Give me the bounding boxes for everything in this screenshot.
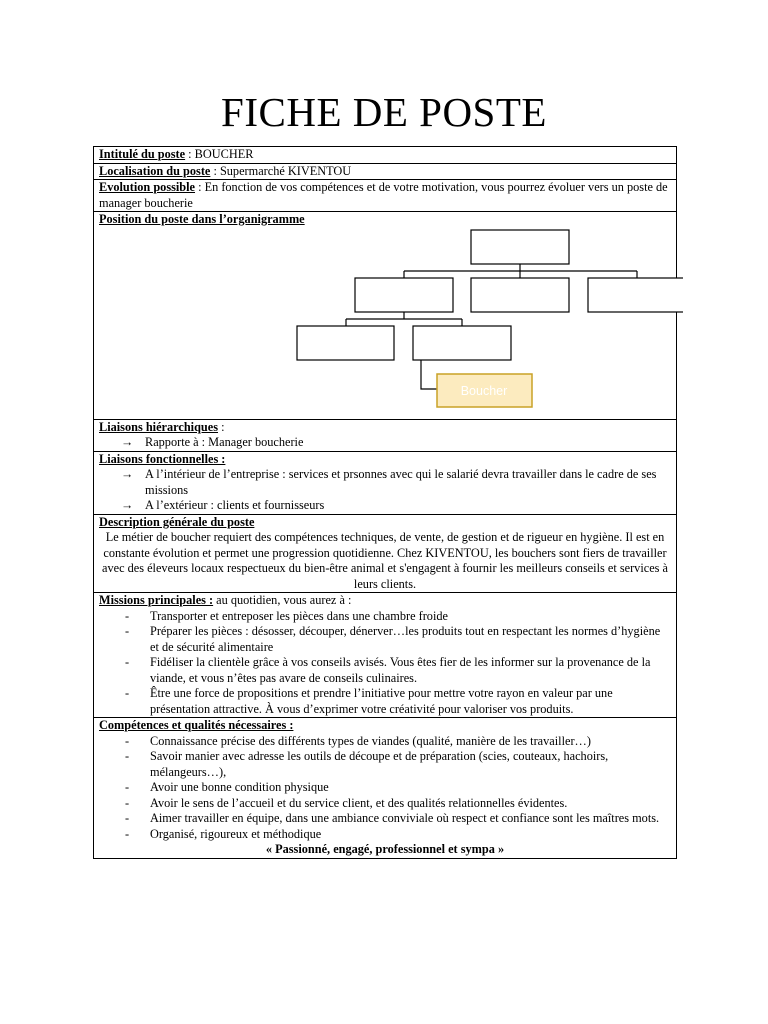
list-item: → Rapporte à : Manager boucherie <box>121 435 304 449</box>
list-item: - Organisé, rigoureux et méthodique <box>125 826 322 841</box>
description-label: Description générale du poste <box>99 514 255 529</box>
intitule-value: : BOUCHER <box>185 147 254 161</box>
dash-bullet: - <box>125 624 130 638</box>
organigramme <box>99 228 671 419</box>
row-intitule <box>94 147 677 164</box>
liaisons-fonc-label: Liaisons fonctionnelles : <box>99 451 226 466</box>
dash-bullet: - <box>125 749 130 763</box>
row-localisation <box>94 163 677 180</box>
description-text: Le métier de boucher requiert des compétences techniques, de vente, de gestion et de rigueur en hygiène. Il est en constante évolution et permet une progression quotidienne. Chez KIVENTOU, les bouchers sont fiers de travailler avec des éleveurs locaux respectueux du bien-être animal et s'engagent à fournir les meilleurs conseils et services à leurs clients. <box>102 530 668 591</box>
liaisons-fonc-list <box>99 467 671 514</box>
row-competences <box>94 718 677 859</box>
dash-bullet: - <box>125 795 130 810</box>
org-connector-boucher <box>421 360 437 389</box>
list-item: - Savoir manier avec adresse les outils de découpe et de préparation (scies, couteaux, hachoirs, mélangeurs…), <box>125 749 609 779</box>
liaisons-hier-list <box>99 435 671 451</box>
slogan: « Passionné, engagé, professionnel et sympa » <box>265 842 505 856</box>
intitule-label: Intitulé du poste <box>99 147 186 161</box>
org-box-mid-3 <box>588 278 683 312</box>
org-box-mid-1 <box>355 278 453 312</box>
org-box-top <box>471 230 569 264</box>
missions-intro: au quotidien, vous aurez à : <box>213 593 352 607</box>
organigramme-label: Position du poste dans l’organigramme <box>99 212 305 226</box>
localisation-label: Localisation du poste <box>99 163 211 178</box>
dash-bullet: - <box>125 780 130 794</box>
liaisons-hier-label: Liaisons hiérarchiques <box>99 419 219 434</box>
list-item: - Avoir le sens de l’accueil et du service client, et des qualités relationnelles évidentes. <box>125 795 568 810</box>
missions-label: Missions principales : <box>99 593 214 607</box>
arrow-icon: → <box>121 498 134 512</box>
row-liaisons-fonctionnelles <box>94 451 677 514</box>
row-description <box>94 514 677 593</box>
list-item: - Préparer les pièces : désosser, découper, dénerver…les produits tout en respectant les normes d’hygiène et de sécurité alimentaire <box>125 624 661 654</box>
row-evolution <box>94 180 677 212</box>
list-item: → A l’extérieur : clients et fournisseurs <box>121 498 325 512</box>
dash-bullet: - <box>125 686 130 700</box>
dash-bullet: - <box>125 811 130 825</box>
dash-bullet: - <box>125 826 130 841</box>
competences-list <box>99 734 671 843</box>
list-item: - Transporter et entreposer les pièces dans une chambre froide <box>125 608 448 623</box>
row-missions <box>94 593 677 718</box>
liaisons-hier-suffix: : <box>218 419 225 434</box>
org-box-low-1 <box>297 326 394 360</box>
missions-list <box>99 609 671 718</box>
list-item: - Connaissance précise des différents types de viandes (qualité, manière de les travailler…) <box>125 733 591 748</box>
list-item: → A l’intérieur de l’entreprise : services et prsonnes avec qui le salarié devra travailler dans le cadre de ses missions <box>121 467 657 497</box>
arrow-icon: → <box>121 467 134 481</box>
org-box-boucher-label: Boucher <box>460 383 508 398</box>
list-item: - Aimer travailler en équipe, dans une ambiance conviviale où respect et confiance sont les maîtres mots. <box>125 811 660 825</box>
org-chart <box>99 228 683 419</box>
page-title: FICHE DE POSTE <box>221 89 547 135</box>
localisation-value: : Supermarché KIVENTOU <box>210 163 352 178</box>
arrow-icon: → <box>121 435 134 449</box>
row-organigramme <box>94 212 677 420</box>
list-item: - Fidéliser la clientèle grâce à vos conseils avisés. Vous êtes fier de les informer sur la provenance de la viande, et vous n’êtes pas avare de conseils culinaires. <box>125 655 651 685</box>
org-box-mid-2 <box>471 278 569 312</box>
list-item: - Être une force de propositions et prendre l’initiative pour mettre votre rayon en valeur par une présentation attractive. À vous d’exprimer votre créativité pour valoriser vos produits. <box>125 686 613 716</box>
evolution-value: : En fonction de vos compétences et de votre motivation, vous pourrez évoluer vers un poste de manager boucherie <box>99 180 668 210</box>
row-liaisons-hierarchiques <box>94 419 677 451</box>
evolution-label: Evolution possible <box>99 180 196 194</box>
org-box-low-2 <box>413 326 511 360</box>
competences-label: Compétences et qualités nécessaires : <box>99 718 294 732</box>
dash-bullet: - <box>125 655 130 669</box>
dash-bullet: - <box>125 733 130 748</box>
job-sheet-table <box>93 146 677 859</box>
list-item: - Avoir une bonne condition physique <box>125 780 329 794</box>
dash-bullet: - <box>125 608 130 623</box>
